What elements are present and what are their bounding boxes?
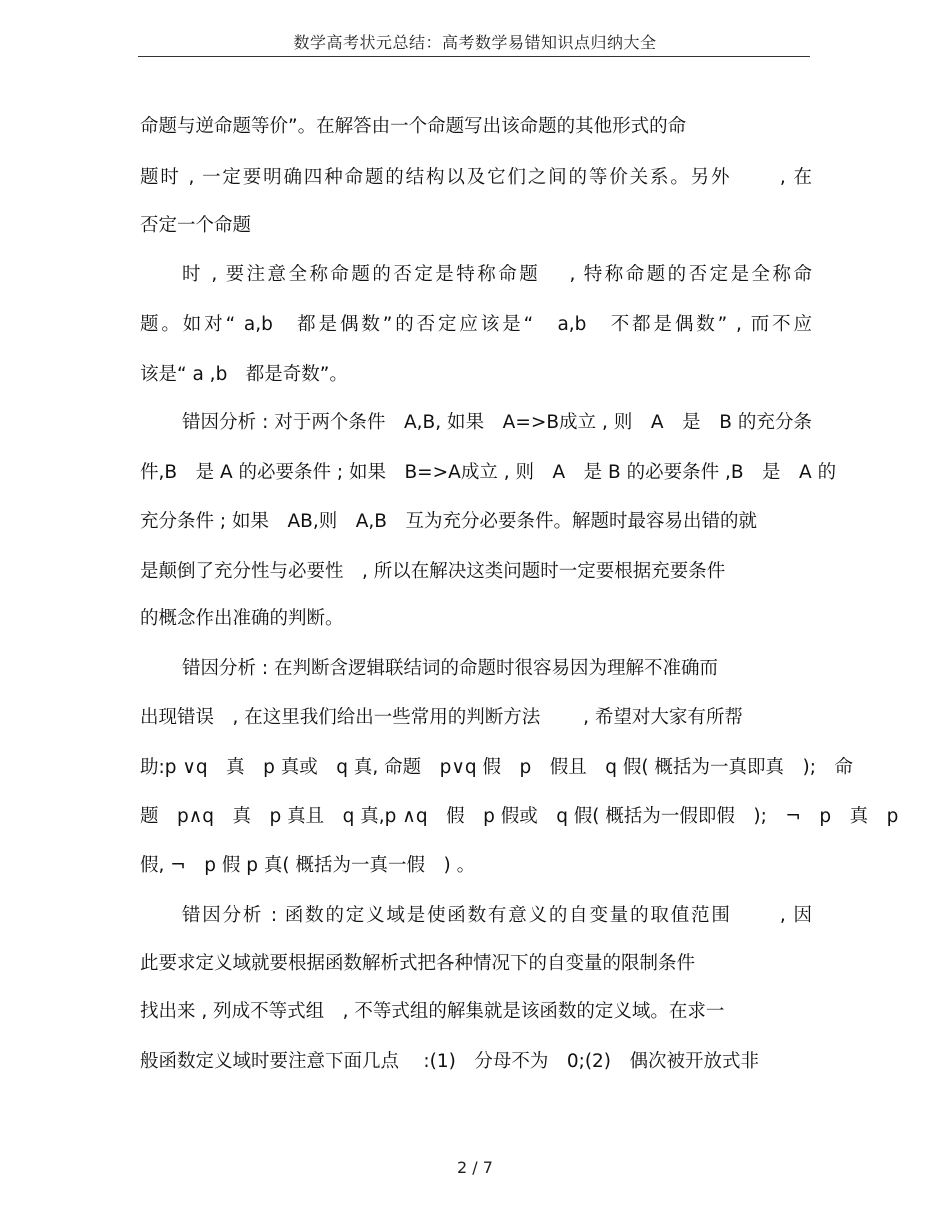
body-text-line: 时 , 要注意全称命题的否定是特称命题 , 特称命题的否定是全称命 xyxy=(182,264,812,285)
body-text-line: 助:p ∨q 真 p 真或 q 真, 命题 p∨q 假 p 假且 q 假( 概括为一真即真 ); 命 xyxy=(140,757,853,778)
body-text-line: 此要求定义域就要根据函数解析式把各种情况下的自变量的限制条件 xyxy=(140,953,696,974)
body-text-line: 找出来 , 列成不等式组 , 不等式组的解集就是该函数的定义域。在求一 xyxy=(140,1001,725,1022)
body-text-line: 否定一个命题 xyxy=(140,215,252,236)
body-text-line: 错因分析 : 对于两个条件 A,B, 如果 A=>B成立 , 则 A 是 B 的充分条 xyxy=(182,412,812,433)
body-text-line: 假, ¬ p 假 p 真( 概括为一真一假 ) 。 xyxy=(140,855,476,876)
header-divider xyxy=(138,56,810,57)
body-text-line: 错因分析 : 在判断含逻辑联结词的命题时很容易因为理解不准确而 xyxy=(182,658,718,679)
body-text-line: 出现错误 , 在这里我们给出一些常用的判断方法 , 希望对大家有所帮 xyxy=(140,707,743,728)
body-text-line: 充分条件 ; 如果 AB,则 A,B 互为充分必要条件。解题时最容易出错的就 xyxy=(140,511,757,532)
body-text-line: 题时 , 一定要明确四种命题的结构以及它们之间的等价关系。另外 , 在 xyxy=(140,167,812,188)
page-header-title: 数学高考状元总结：高考数学易错知识点归纳大全 xyxy=(293,33,657,52)
body-text-line: 是颠倒了充分性与必要性 , 所以在解决这类问题时一定要根据充要条件 xyxy=(140,561,726,582)
page-number: 2 / 7 xyxy=(457,1158,493,1177)
body-text-line: 的概念作出准确的判断。 xyxy=(140,608,344,629)
body-text-line: 错因分析 : 函数的定义域是使函数有意义的自变量的取值范围 , 因 xyxy=(182,905,812,926)
body-text-line: 题。如对“ a,b 都是偶数”的否定应该是“ a,b 不都是偶数” , 而不应 xyxy=(140,314,812,335)
body-text-line: 命题与逆命题等价”。在解答由一个命题写出该命题的其他形式的命 xyxy=(140,116,687,137)
body-text-line: 该是“ a ,b 都是奇数”。 xyxy=(140,364,348,385)
body-text-line: 题 p∧q 真 p 真且 q 真,p ∧q 假 p 假或 q 假( 概括为一假即假 ); ¬ p 真 p xyxy=(140,806,899,827)
body-text-line: 般函数定义域时要注意下面几点 :(1) 分母不为 0;(2) 偶次被开放式非 xyxy=(140,1051,760,1072)
body-text-line: 件,B 是 A 的必要条件 ; 如果 B=>A成立 , 则 A 是 B 的必要条件 ,B 是 A 的 xyxy=(140,462,837,483)
